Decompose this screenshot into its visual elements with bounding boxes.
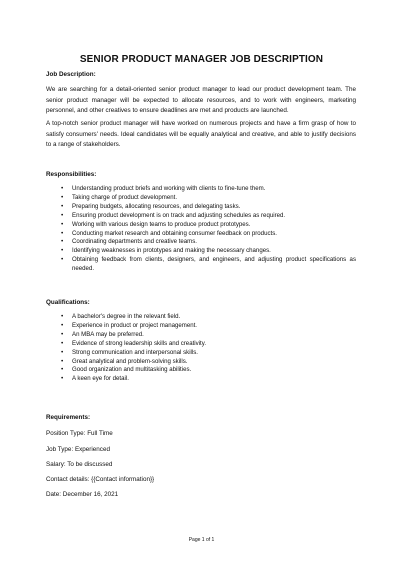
requirement-job-type: Job Type: Experienced [46, 446, 110, 453]
list-item: • Conducting market research and obtaining consumer feedback on products. [46, 230, 356, 239]
document-title: SENIOR PRODUCT MANAGER JOB DESCRIPTION [79, 54, 324, 65]
job-description-paragraph-1: We are searching for a detail-oriented senior product manager to lead our product development team. The senior product manager will be expected to allocate resources, and to work with engineers, marketing personnel, and other creatives to ensure deadlines are met and products are launched. [46, 86, 356, 115]
list-item: • Great analytical and problem-solving skills. [46, 358, 356, 367]
page-footer: Page 1 of 1 [188, 537, 215, 543]
list-item: • Understanding product briefs and working with clients to fine-tune them. [46, 185, 356, 194]
list-item: • A bachelor's degree in the relevant field. [46, 313, 356, 322]
requirement-contact-details: Contact details: {{Contact information}} [46, 476, 155, 483]
qualifications-list [46, 313, 356, 384]
requirement-salary: Salary: To be discussed [46, 461, 113, 468]
list-item: • Strong communication and interpersonal skills. [46, 349, 356, 358]
requirement-position-type: Position Type: Full Time [46, 430, 113, 437]
responsibilities-list [46, 185, 356, 274]
list-item: • Obtaining feedback from clients, designers, and engineers, and adjusting product specifications as needed. [46, 256, 356, 274]
list-item: • A keen eye for detail. [46, 375, 356, 384]
list-item: • Taking charge of product development. [46, 194, 356, 203]
list-item: • An MBA may be preferred. [46, 331, 356, 340]
responsibilities-heading: Responsibilities: [46, 171, 97, 178]
list-item: • Identifying weaknesses in prototypes and making the necessary changes. [46, 247, 356, 256]
list-item: • Coordinating departments and creative teams. [46, 238, 356, 247]
list-item: • Working with various design teams to produce product prototypes. [46, 221, 356, 230]
qualifications-heading: Qualifications: [46, 299, 90, 306]
requirements-heading: Requirements: [46, 414, 91, 421]
list-item: • Good organization and multitasking abilities. [46, 366, 356, 375]
job-description-heading: Job Description: [46, 71, 96, 78]
requirement-date: Date: December 16, 2021 [46, 491, 119, 498]
list-item: • Ensuring product development is on track and adjusting schedules as required. [46, 212, 356, 221]
job-description-paragraph-2: A top-notch senior product manager will have worked on numerous projects and have a firm grasp of how to satisfy consumers' needs. Ideal candidates will be equally analytical and creative, and able to justify decisions to a range of stakeholders. [46, 120, 356, 149]
list-item: • Preparing budgets, allocating resources, and delegating tasks. [46, 203, 356, 212]
list-item: • Evidence of strong leadership skills and creativity. [46, 340, 356, 349]
list-item: • Experience in product or project management. [46, 322, 356, 331]
